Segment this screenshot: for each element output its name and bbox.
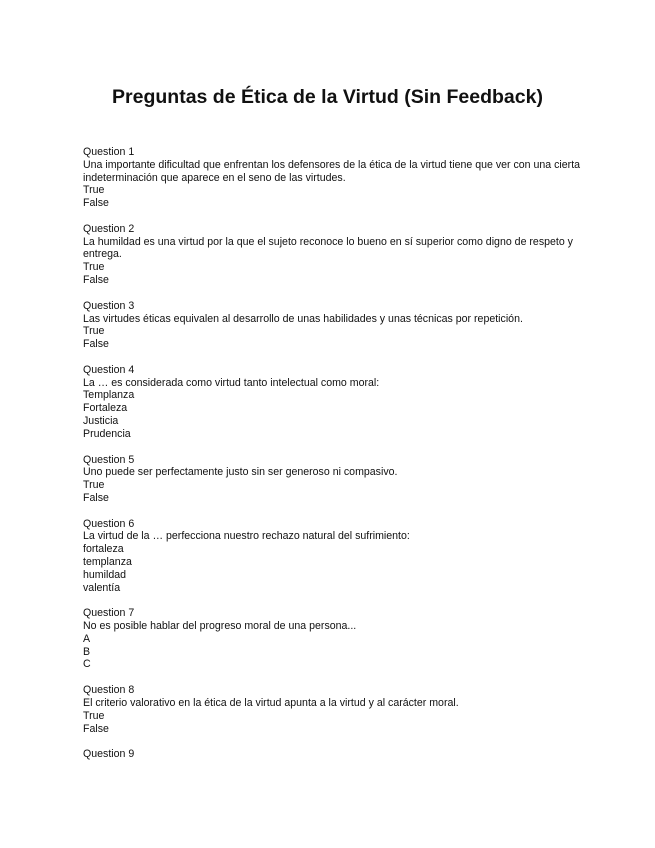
question-number: Question 7	[83, 607, 135, 620]
answer-option: fortaleza	[83, 543, 124, 556]
question-text: Uno puede ser perfectamente justo sin ser generoso ni compasivo.	[83, 466, 398, 479]
answer-option: False	[83, 197, 109, 210]
question-text: La humildad es una virtud por la que el sujeto reconoce lo bueno en sí superior como digno de respeto y entrega.	[83, 235, 573, 261]
question-text: El criterio valorativo en la ética de la virtud apunta a la virtud y al carácter moral.	[83, 696, 459, 709]
answer-option: Justicia	[83, 415, 119, 428]
question-1	[83, 146, 583, 210]
question-number: Question 9	[83, 748, 135, 761]
question-4	[83, 364, 583, 441]
question-text: No es posible hablar del progreso moral de una persona...	[83, 620, 357, 633]
answer-option: B	[83, 645, 91, 658]
question-list	[83, 146, 583, 774]
answer-option: False	[83, 722, 109, 735]
answer-option: valentía	[83, 581, 121, 594]
question-text: La … es considerada como virtud tanto intelectual como moral:	[83, 376, 380, 389]
question-3	[83, 300, 583, 351]
question-8	[83, 684, 583, 735]
question-number: Question 2	[83, 222, 135, 235]
question-2	[83, 223, 583, 287]
question-number: Question 5	[83, 453, 135, 466]
answer-option: False	[83, 491, 109, 504]
question-text: Una importante dificultad que enfrentan los defensores de la ética de la virtud tiene que ver con una cierta indeterminación que aparece en el seno de las virtudes.	[83, 158, 581, 184]
answer-option: Fortaleza	[83, 402, 128, 415]
answer-option: False	[83, 274, 109, 287]
question-number: Question 1	[83, 146, 135, 158]
question-number: Question 6	[83, 517, 135, 530]
question-5	[83, 454, 583, 505]
answer-option: A	[83, 632, 91, 645]
question-text: La virtud de la … perfecciona nuestro rechazo natural del sufrimiento:	[83, 530, 410, 543]
question-number: Question 4	[83, 363, 135, 376]
answer-option: True	[83, 184, 105, 197]
answer-option: True	[83, 709, 105, 722]
answer-option: humildad	[83, 568, 126, 581]
answer-option: Templanza	[83, 389, 135, 402]
page-title: Preguntas de Ética de la Virtud (Sin Feedback)	[112, 86, 543, 108]
question-7	[83, 607, 583, 671]
question-number: Question 8	[83, 684, 135, 697]
answer-option: False	[83, 338, 109, 351]
question-text: Las virtudes éticas equivalen al desarrollo de unas habilidades y unas técnicas por repetición.	[83, 312, 523, 325]
question-6	[83, 518, 583, 595]
answer-option: templanza	[83, 555, 132, 568]
answer-option: True	[83, 261, 105, 274]
answer-option: C	[83, 658, 91, 671]
question-number: Question 3	[83, 299, 135, 312]
answer-option: Prudencia	[83, 427, 131, 440]
answer-option: True	[83, 479, 105, 492]
answer-option: True	[83, 325, 105, 338]
question-9	[83, 748, 583, 761]
